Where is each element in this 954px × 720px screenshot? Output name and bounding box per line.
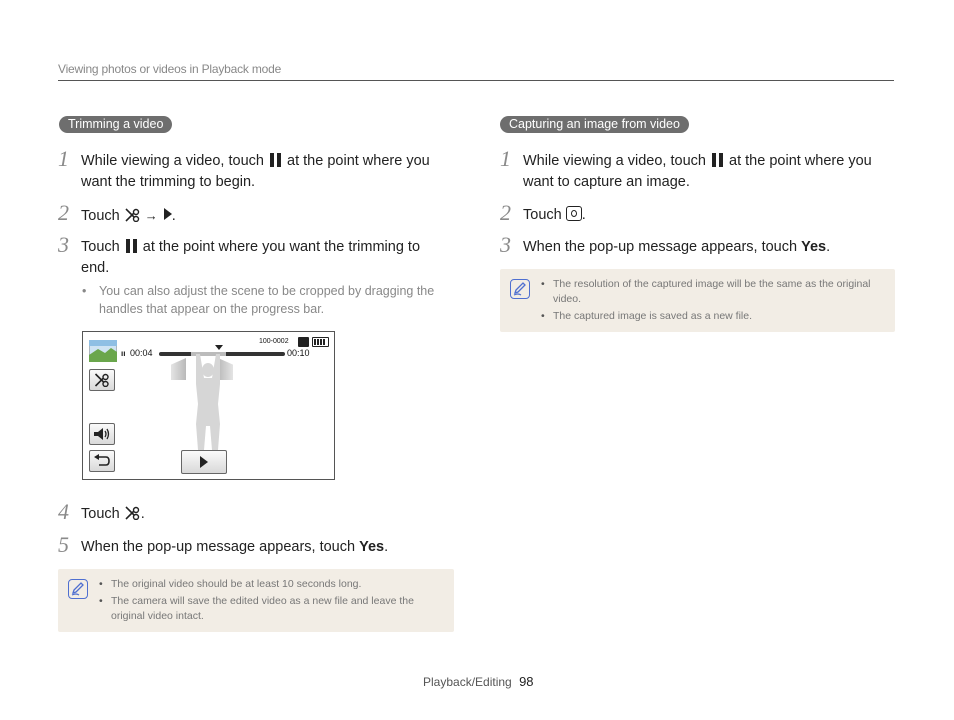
note-box-left: • The original video should be at least 10 seconds long. • The camera will save the edited video as a new file and leave the original video intact. — [58, 569, 454, 632]
pause-icon — [712, 153, 723, 167]
battery-icon — [312, 337, 329, 347]
file-number: 100-0002 — [259, 338, 289, 345]
step-number: 4 — [58, 499, 69, 524]
page-number: 98 — [519, 674, 534, 689]
sub-bullet: • You can also adjust the scene to be cropped by dragging the handles that appear on the progress bar. — [82, 284, 435, 316]
memory-card-icon — [298, 337, 309, 347]
volume-button[interactable] — [89, 423, 115, 445]
footer-section: Playback/Editing — [423, 675, 512, 689]
play-icon — [200, 456, 208, 468]
step-number: 5 — [58, 532, 69, 557]
pause-indicator: ıı — [121, 349, 126, 358]
yes-label: Yes — [359, 539, 385, 555]
note-pencil-icon — [510, 279, 530, 299]
play-button[interactable] — [181, 450, 227, 474]
back-button[interactable] — [89, 450, 115, 472]
step-1-right: 1 While viewing a video, touch at the point where you want to capture an image. — [500, 146, 872, 190]
section-heading-trimming: Trimming a video — [59, 116, 172, 133]
volume-icon — [93, 427, 111, 441]
scissors-icon — [93, 373, 111, 387]
capture-icon — [566, 206, 582, 221]
person-silhouette — [184, 354, 232, 450]
thumbnail-image — [89, 340, 117, 362]
note-box-right: • The resolution of the captured image will be the same as the original video. • The captured image is saved as a new file. — [500, 269, 895, 332]
step-1-left: 1 While viewing a video, touch at the point where you want the trimming to begin. — [58, 146, 430, 190]
step-4-left: 4 Touch . — [58, 499, 145, 524]
step-number: 3 — [58, 232, 69, 257]
page-header: Viewing photos or videos in Playback mode — [58, 62, 894, 81]
pause-icon — [126, 239, 137, 253]
pause-icon — [270, 153, 281, 167]
arrow-right-icon: → — [144, 208, 158, 223]
step-number: 3 — [500, 232, 511, 257]
yes-label: Yes — [801, 239, 827, 255]
step-2-left: 2 Touch → . — [58, 200, 176, 225]
progress-marker-icon — [215, 345, 223, 350]
note-pencil-icon — [68, 579, 88, 599]
back-icon — [93, 454, 111, 468]
step-2-right: 2 Touch . — [500, 200, 586, 225]
step-number: 2 — [58, 200, 69, 225]
play-icon — [164, 208, 172, 220]
step-5-left: 5 When the pop-up message appears, touch Yes. — [58, 532, 389, 557]
section-heading-capturing: Capturing an image from video — [500, 116, 689, 133]
step-3-right: 3 When the pop-up message appears, touch Yes. — [500, 232, 831, 257]
step-number: 1 — [58, 146, 69, 171]
scissors-icon — [124, 506, 141, 520]
trim-button[interactable] — [89, 369, 115, 391]
total-time: 00:10 — [287, 348, 310, 358]
scissors-icon — [124, 208, 141, 222]
page-footer — [423, 674, 534, 689]
step-3-left: 3 Touch at the point where you want the trimming to end. — [58, 232, 421, 276]
step-number: 1 — [500, 146, 511, 171]
step-number: 2 — [500, 200, 511, 225]
elapsed-time: 00:04 — [130, 348, 153, 358]
camera-screen-illustration — [82, 331, 335, 480]
